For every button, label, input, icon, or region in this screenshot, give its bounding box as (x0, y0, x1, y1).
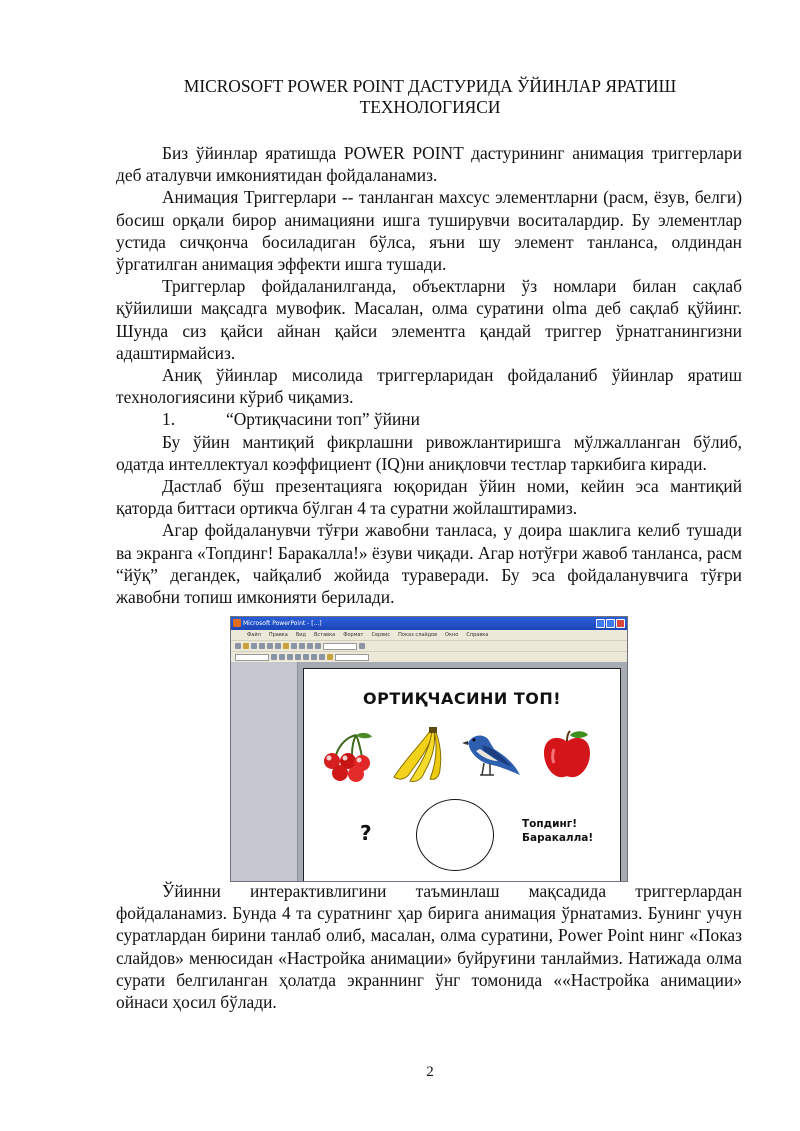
align-left-icon (295, 654, 301, 660)
powerpoint-icon (233, 619, 241, 627)
zoom-combo (323, 643, 357, 650)
window-controls (596, 619, 625, 628)
bullets-icon (319, 654, 325, 660)
paragraph: Аниқ ўйинлар мисолида триггерларидан фойдаланиб ўйинлар яратиш технологиясини кўриб чиқамиз. (116, 365, 742, 408)
undo-icon (291, 643, 297, 649)
paragraph: Бу ўйин мантиқий фикрлашни ривожлантиришга мўлжалланган бўлиб, одатда интеллектуал коэффициент (IQ)ни аниқловчи тестлар таркибига киради. (116, 431, 742, 474)
chart-icon (307, 643, 313, 649)
powerpoint-screenshot (230, 616, 628, 882)
menu-item-slideshow: Показ слайдов (398, 632, 438, 638)
table-icon (315, 643, 321, 649)
cut-icon (267, 643, 273, 649)
align-center-icon (303, 654, 309, 660)
font-combo (235, 654, 269, 661)
apple-icon (540, 729, 594, 781)
font-color-icon (327, 654, 333, 660)
list-item (116, 408, 742, 430)
menu-item-view: Вид (295, 632, 306, 638)
menu-item-file: Файл (247, 632, 261, 638)
paragraph: Анимация Триггерлари -- танланган махсус элементларни (расм, ёзув, белги) босиш орқали бирор анимацияни ишга туширувчи воситалардир. Бу элементлар устида сичқонча босиладиган бўлса, яъни шу элемент танланса, олдиндан ўргатилган анимация эффекти ишга тушади. (116, 187, 742, 275)
underline-icon (287, 654, 293, 660)
paste-icon (283, 643, 289, 649)
bird-icon (462, 727, 522, 783)
close-icon (616, 619, 625, 628)
redo-icon (299, 643, 305, 649)
success-message (522, 817, 593, 845)
paragraph: Дастлаб бўш презентацияга юқоридан ўйин номи, кейин эса мантиқий қаторда биттаси ортикча бўлган 4 та суратни жойлаштирамиз. (116, 476, 742, 519)
menu-bar (231, 630, 627, 640)
standard-toolbar (231, 640, 627, 651)
title-line-1: MICROSOFT POWER POINT ДАСТУРИДА ЎЙИНЛАР ЯРАТИШ (183, 76, 677, 96)
save-icon (251, 643, 257, 649)
window-title: Microsoft PowerPoint - [...] (243, 620, 322, 627)
body-text-top (116, 142, 742, 608)
paragraph: Агар фойдаланувчи тўғри жавобни танласа, у доира шаклига келиб тушади ва экранга «Топдинг! Баракалла!» ёзуви чиқади. Агар нотўғри жавоб танланса, расм “йўқ” дегандек, чайқалиб жойида тураверади. Бу эса фойдаланувчига тўғри жавобни топиш имконияти берилади. (116, 520, 742, 608)
success-line-2: Баракалла! (522, 832, 594, 844)
maximize-icon (606, 619, 615, 628)
workspace (231, 662, 627, 881)
outline-pane (231, 662, 298, 881)
align-right-icon (311, 654, 317, 660)
minimize-icon (596, 619, 605, 628)
slide-title: ОРТИҚЧАСИНИ ТОП! (362, 689, 562, 708)
copy-icon (275, 643, 281, 649)
menu-item-help: Справка (466, 632, 489, 638)
menu-item-window: Окно (445, 632, 459, 638)
formatting-toolbar (231, 651, 627, 662)
paragraph: Ўйинни интерактивлигини таъминлаш мақсадида триггерлардан фойдаланамиз. Бунда 4 та суратнинг ҳар бирига анимация ўрнатамиз. Бунинг учун суратлардан бирини танлаб олиб, масалан, олма суратини, Power Point нинг «Показ слайдов» менюсидан «Настройка анимации» буйруғини танлаймиз. Натижада олма сурати белгиланган ҳолатда экраннинг ўнг томонида ««Настройка анимации» ойнаси ҳосил бўлади. (116, 881, 742, 1013)
bold-icon (271, 654, 277, 660)
answer-circle (416, 799, 494, 871)
list-item-number: 1. (162, 409, 176, 430)
document-title (110, 76, 750, 118)
title-line-2: ТЕХНОЛОГИЯСИ (359, 97, 501, 117)
cherries-icon (318, 731, 374, 783)
new-icon (235, 643, 241, 649)
list-item-text: “Ортиқчасини топ” ўйини (226, 409, 420, 430)
window-titlebar (231, 617, 627, 630)
open-icon (243, 643, 249, 649)
page-number: 2 (426, 1064, 434, 1080)
design-combo (335, 654, 369, 661)
menu-item-insert: Вставка (314, 632, 336, 638)
slide (303, 668, 621, 882)
bananas-icon (390, 727, 444, 785)
success-line-1: Топдинг! (522, 818, 577, 830)
menu-item-format: Формат (343, 632, 364, 638)
menu-item-tools: Сервис (371, 632, 391, 638)
menu-item-edit: Правка (268, 632, 288, 638)
italic-icon (279, 654, 285, 660)
paragraph: Триггерлар фойдаланилганда, объектларни ўз номлари билан сақлаб қўйилиши мақсадга мувофик. Масалан, олма суратини olma деб сақлаб қўйинг. Шунда сиз қайси айнан қайси элементга қандай триггер ўрнатганингизни адаштирмайсиз. (116, 276, 742, 363)
body-text-bottom (116, 880, 742, 1013)
help-icon (359, 643, 365, 649)
paragraph: Биз ўйинлар яратишда POWER POINT дастурининг анимация триггерлари деб аталувчи имкониятидан фойдаланамиз. (116, 143, 742, 186)
print-icon (259, 643, 265, 649)
question-mark: ? (360, 821, 372, 845)
